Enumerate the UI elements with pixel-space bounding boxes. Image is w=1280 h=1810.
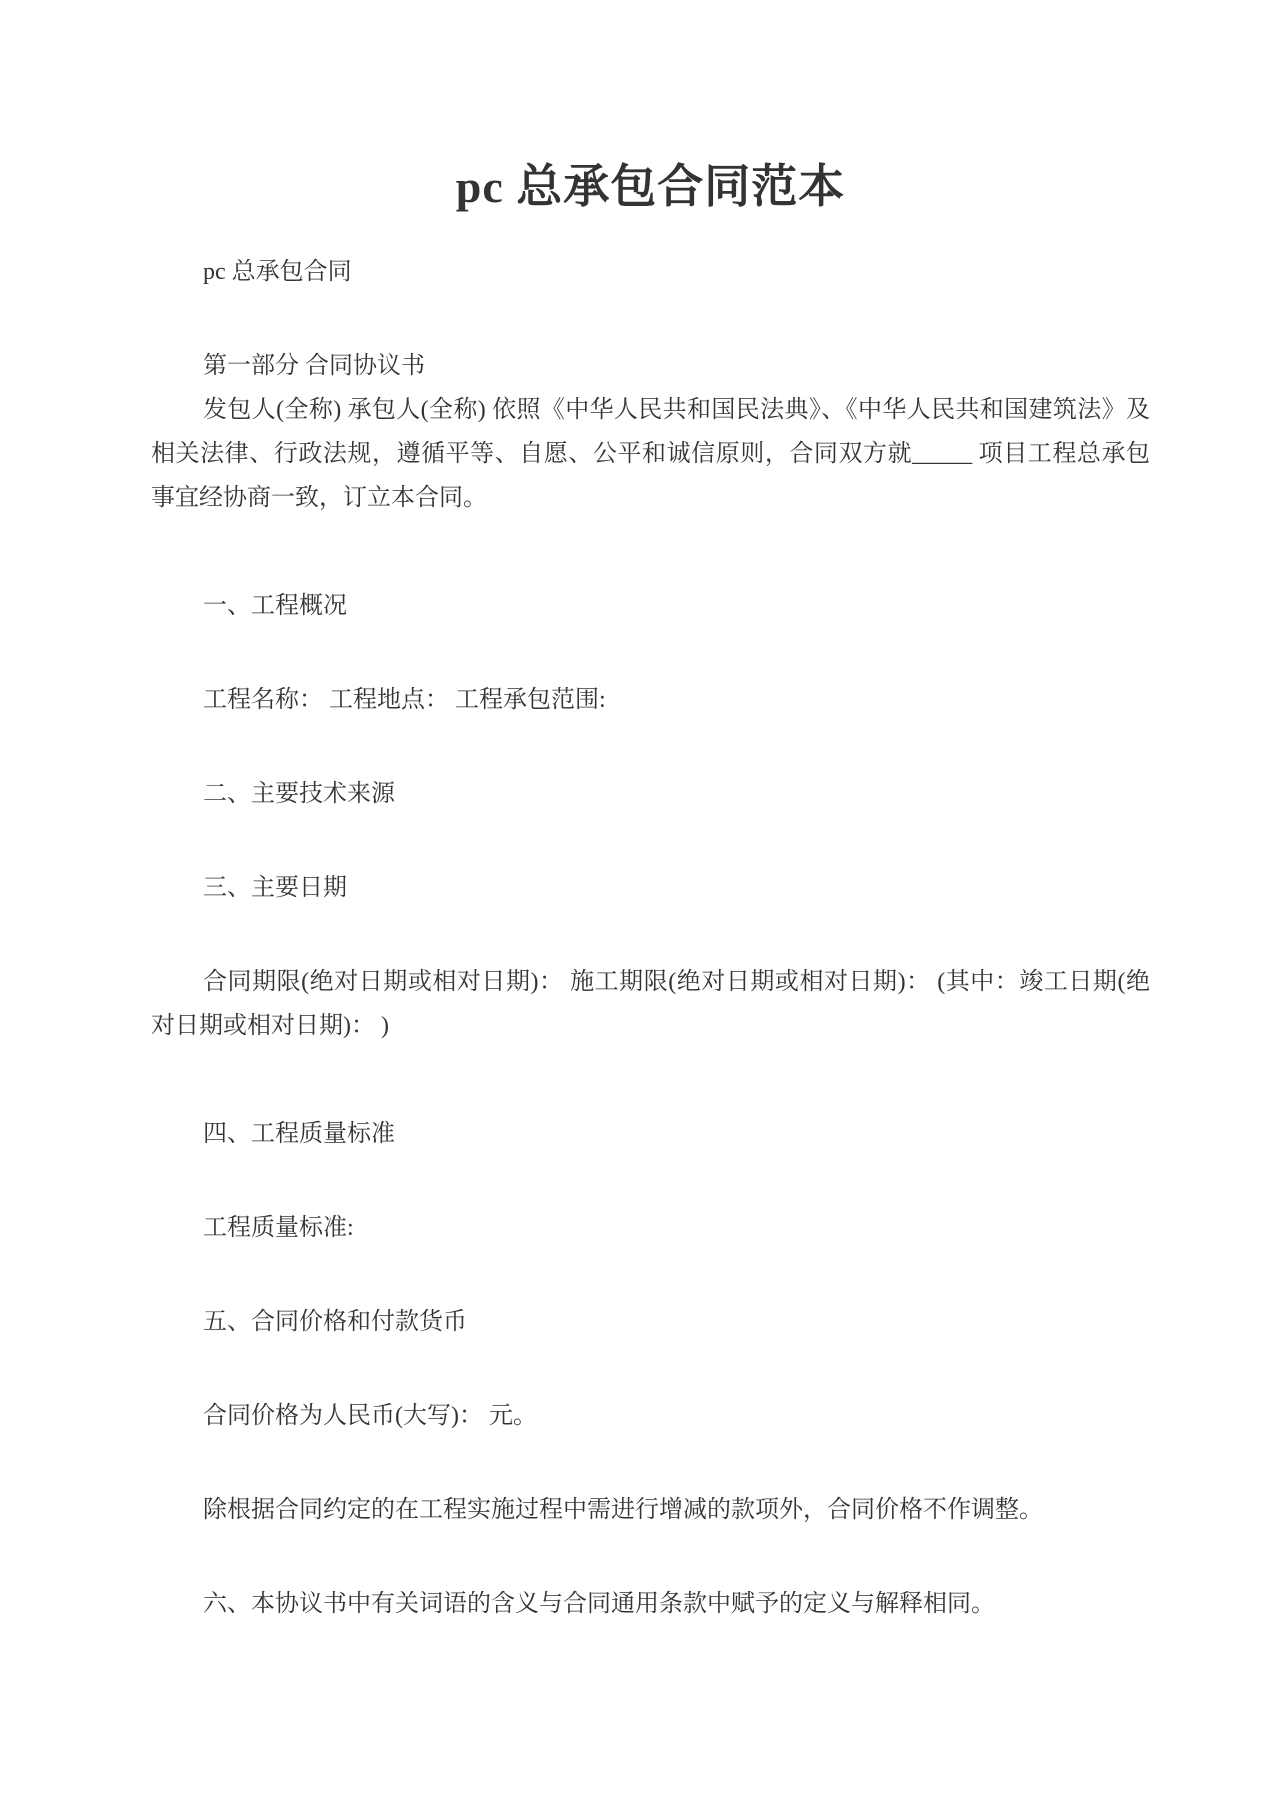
paragraph: 二、主要技术来源 — [203, 781, 395, 807]
paragraph: 第一部分 合同协议书 — [203, 353, 425, 379]
paragraph: 一、工程概况 — [203, 593, 347, 619]
paragraph: 工程质量标准: — [203, 1215, 354, 1241]
paragraph: 发包人(全称) 承包人(全称) 依照《中华人民共和国民法典》、《中华人民共和国建筑法》及相关法律、行政法规，遵循平等、自愿、公平和诚信原则，合同双方就_____ 项目工程总承包事宜经协商一致，订立本合同。 — [151, 397, 1150, 511]
paragraph: 三、主要日期 — [203, 875, 347, 901]
paragraph: 四、工程质量标准 — [203, 1121, 395, 1147]
paragraph: pc 总承包合同 — [203, 259, 352, 285]
paragraph: 合同期限(绝对日期或相对日期)： 施工期限(绝对日期或相对日期)： (其中：竣工日期(绝对日期或相对日期)： ) — [151, 969, 1150, 1039]
paragraph: 五、合同价格和付款货币 — [203, 1309, 467, 1335]
paragraph: 六、本协议书中有关词语的含义与合同通用条款中赋予的定义与解释相同。 — [203, 1591, 995, 1617]
paragraph: 合同价格为人民币(大写)： 元。 — [203, 1403, 537, 1429]
paragraph: 除根据合同约定的在工程实施过程中需进行增减的款项外，合同价格不作调整。 — [203, 1497, 1043, 1523]
document-title: pc 总承包合同范本 — [455, 161, 846, 212]
document-body — [151, 250, 1150, 1626]
paragraph: 工程名称： 工程地点： 工程承包范围: — [203, 687, 606, 713]
